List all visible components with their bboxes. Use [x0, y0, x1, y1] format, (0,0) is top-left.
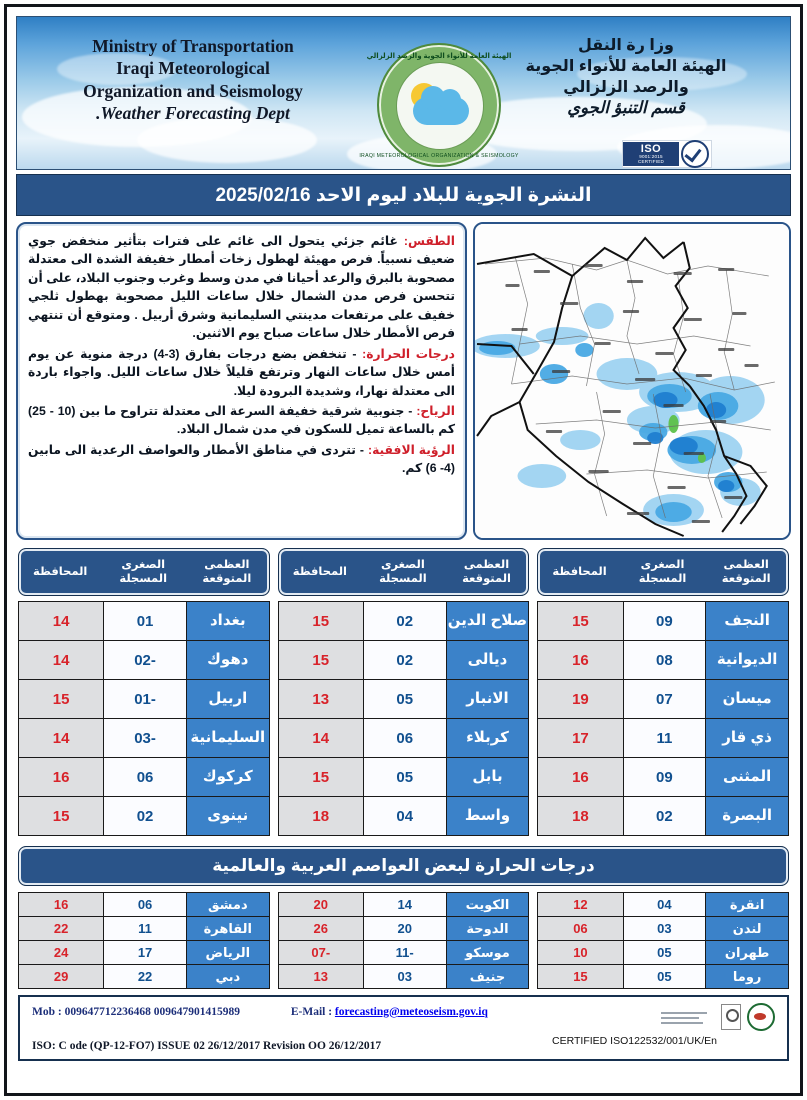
min-temp: 09 [623, 602, 706, 641]
governorate-name: كربلاء [446, 719, 529, 758]
max-temp: 12 [538, 893, 623, 917]
iso-name: ISO [640, 142, 662, 155]
max-temp: 14 [19, 641, 104, 680]
header-max: العظمى المتوقعة [462, 558, 511, 585]
capitals-table [278, 892, 530, 989]
table-row [19, 758, 270, 797]
capital-name: طهران [706, 941, 789, 965]
min-temp: 04 [623, 893, 706, 917]
max-temp: 06 [538, 917, 623, 941]
email-link[interactable]: forecasting@meteoseism.gov.iq [334, 1006, 488, 1018]
table-row [19, 719, 270, 758]
governorate-block-3 [537, 548, 789, 836]
precipitation-map [473, 222, 791, 540]
capitals-block-3 [537, 892, 789, 989]
header-ar-line-3: والرصد الزلزالي [563, 79, 689, 97]
governorate-block-1 [18, 548, 270, 836]
max-temp: 29 [19, 965, 104, 989]
capital-name: انقرة [706, 893, 789, 917]
governorate-name: صلاح الدين [446, 602, 529, 641]
table-row [278, 941, 529, 965]
governorate-name: نينوى [186, 797, 269, 836]
min-temp: 04 [363, 797, 446, 836]
min-temp: 11 [623, 719, 706, 758]
min-temp: -11 [363, 941, 446, 965]
capital-name: الدوحة [446, 917, 529, 941]
min-temp: 14 [363, 893, 446, 917]
governorate-block-2 [278, 548, 530, 836]
min-temp: 11 [104, 917, 187, 941]
iso-standard: 9001:2015 [639, 153, 663, 159]
min-temp: 02 [623, 797, 706, 836]
max-temp: 16 [538, 758, 623, 797]
table-row [278, 680, 529, 719]
wind-paragraph [28, 402, 455, 439]
table-row [19, 893, 270, 917]
max-temp: 18 [278, 797, 363, 836]
table-row [278, 965, 529, 989]
capitals-section-title-bar [18, 846, 789, 886]
min-temp: 03 [623, 917, 706, 941]
min-temp: 05 [363, 680, 446, 719]
min-temp: 06 [104, 893, 187, 917]
temperature-paragraph [28, 345, 455, 400]
governorate-name: الانبار [446, 680, 529, 719]
capital-name: موسكو [446, 941, 529, 965]
table-row [19, 917, 270, 941]
max-temp: 18 [538, 797, 623, 836]
min-temp: 06 [363, 719, 446, 758]
table-row [278, 602, 529, 641]
max-temp: -07 [278, 941, 363, 965]
governorate-name: دهوك [186, 641, 269, 680]
governorate-name: السليمانية [186, 719, 269, 758]
capital-name: دبي [186, 965, 269, 989]
max-temp: 13 [278, 965, 363, 989]
table-row [19, 602, 270, 641]
capitals-section-title: درجات الحرارة لبعض العواصم العربية والعالمية [212, 856, 595, 875]
governorate-name: البصرة [706, 797, 789, 836]
governorate-name: المثنى [706, 758, 789, 797]
temperature-text: - تنخفض بضع درجات بفارق (3-4) درجة منوية عن يوم أمس خلال ساعات النهار وترتفع قليلاً خلال ساعات الليل. واجواء باردة الى معتدلة نهارا، وشديدة البرودة ليلا. [28, 346, 455, 398]
min-temp: 08 [623, 641, 706, 680]
max-temp: 16 [538, 641, 623, 680]
table-row [538, 602, 789, 641]
governorate-name: بغداد [186, 602, 269, 641]
footer-iso-line: ISO: C ode (QP-12-FO7) ISSUE 02 26/12/2017 Revision OO 26/12/2017 [32, 1040, 382, 1052]
map-graphic [475, 224, 789, 538]
capital-name: الرياض [186, 941, 269, 965]
logo-seal [359, 43, 519, 167]
capital-name: جنيف [446, 965, 529, 989]
table-row [19, 797, 270, 836]
governorate-name: ذي قار [706, 719, 789, 758]
header-ar-line-2: الهيئة العامة للأنواء الجوية [525, 58, 727, 76]
cloud-icon [413, 97, 469, 125]
max-temp: 17 [538, 719, 623, 758]
table-row [278, 758, 529, 797]
visibility-label: الرؤية الافقية: [367, 442, 455, 457]
wind-label: الرياح: [416, 403, 455, 418]
max-temp: 15 [278, 758, 363, 797]
capitals-block-1 [18, 892, 270, 989]
mobile-numbers: Mob : 009647712236468 009647901415989 [32, 1006, 240, 1018]
table-row [538, 941, 789, 965]
table-row [538, 893, 789, 917]
governorate-name: اربيل [186, 680, 269, 719]
max-temp: 15 [19, 680, 104, 719]
forecast-text-panel [16, 222, 467, 540]
wind-text: - جنوبية شرقية خفيفة السرعة الى معتدلة تتراوح ما بين (10 - 25) كم بالساعة تميل للسكون في مدن شمال البلاد. [28, 403, 455, 437]
header-ar-line-1: وزا رة النقل [577, 37, 674, 54]
temperature-table [278, 601, 530, 836]
table-row [538, 917, 789, 941]
max-temp: 13 [278, 680, 363, 719]
logo-ring-english: IRAQI METEOROLOGICAL ORGANIZATION & SEISMOLOGY [359, 153, 519, 159]
governorate-name: كركوك [186, 758, 269, 797]
iso-badge-text [623, 142, 679, 166]
logo-ring-arabic: الهيئة العامة للأنواء الجوية والرصد الزلزالي [366, 53, 512, 60]
capitals-tables [18, 892, 789, 989]
max-temp: 14 [19, 602, 104, 641]
capitals-table [537, 892, 789, 989]
min-temp: 22 [104, 965, 187, 989]
governorate-name: بابل [446, 758, 529, 797]
table-row [278, 641, 529, 680]
max-temp: 16 [19, 758, 104, 797]
header-en-line-1: Ministry of Transportation [92, 36, 294, 56]
logo-emblem [396, 62, 484, 150]
table-row [278, 917, 529, 941]
temperature-label: درجات الحرارة: [362, 346, 455, 361]
page-footer [18, 995, 789, 1061]
min-temp: 17 [104, 941, 187, 965]
min-temp: 20 [363, 917, 446, 941]
max-temp: 26 [278, 917, 363, 941]
page-header [16, 16, 791, 170]
min-temp: 09 [623, 758, 706, 797]
table-row [538, 758, 789, 797]
quality-mark-icon [721, 1004, 741, 1030]
governorate-name: ديالى [446, 641, 529, 680]
capital-name: روما [706, 965, 789, 989]
max-temp: 24 [19, 941, 104, 965]
email-label: E-Mail : [290, 1006, 335, 1018]
header-en-line-2: Iraqi Meteorological [116, 58, 270, 79]
weather-label: الطقس: [403, 234, 455, 248]
accreditation-mark-icon [657, 1007, 715, 1027]
min-temp: -02 [104, 641, 187, 680]
temperature-table [537, 601, 789, 836]
min-temp: 07 [623, 680, 706, 719]
max-temp: 22 [19, 917, 104, 941]
table-row [538, 797, 789, 836]
capital-name: دمشق [186, 893, 269, 917]
max-temp: 15 [538, 965, 623, 989]
max-temp: 15 [538, 602, 623, 641]
table-header [278, 548, 530, 596]
min-temp: 01 [104, 602, 187, 641]
min-temp: 02 [104, 797, 187, 836]
capital-name: القاهرة [186, 917, 269, 941]
weather-paragraph [28, 232, 455, 343]
header-en-line-4: Weather Forecasting Dept. [96, 103, 290, 124]
visibility-paragraph [28, 441, 455, 478]
header-governorate: المحافظة [292, 565, 348, 578]
checkmark-icon [681, 140, 709, 168]
iso-certification-badge [622, 140, 712, 168]
bulletin-title-bar [16, 174, 791, 216]
header-governorate: المحافظة [33, 565, 88, 578]
min-temp: 03 [363, 965, 446, 989]
header-max: العظمى المتوقعة [721, 558, 771, 585]
table-row [278, 797, 529, 836]
header-governorate: المحافظة [552, 565, 607, 578]
table-row [278, 893, 529, 917]
max-temp: 10 [538, 941, 623, 965]
table-row [19, 941, 270, 965]
max-temp: 15 [278, 641, 363, 680]
table-row [538, 719, 789, 758]
table-row [19, 965, 270, 989]
max-temp: 14 [19, 719, 104, 758]
header-en-line-3: Organization and Seismology [83, 80, 303, 101]
footer-contact-line [32, 1006, 488, 1018]
visibility-text: - تتردى في مناطق الأمطار والعواصف الرعدية الى مابين (4- 6) كم. [28, 442, 455, 476]
max-temp: 16 [19, 893, 104, 917]
governorate-name: واسط [446, 797, 529, 836]
header-min: الصغرى المسجلة [638, 558, 687, 585]
iso-status: CERTIFIED [638, 158, 664, 164]
header-min: الصغرى المسجلة [119, 558, 168, 585]
max-temp: 15 [19, 797, 104, 836]
min-temp: 05 [623, 965, 706, 989]
header-min: الصغرى المسجلة [379, 558, 427, 585]
table-row [19, 680, 270, 719]
weather-text: غائم جزئي يتحول الى غائم على فترات بتأثير منخفض جوي ضعيف نسبياً. فرص مهيئة لهطول زخات أمطار خفيفة الشدة الى معتدلة مصحوبة بالبرق والرعد أحيانا في مدن وسط وغرب وجنوب البلاد، على أن تتحسن فرص مدن الشمال خلال ساعات الليل مصحوبة بهطول ثلجي خفيف على مرتفعات مدينتي السليمانية وشرق أربيل . ومتوقع أن تنتهي فرص الأمطار خلال ساعات صباح يوم الاثنين. [28, 234, 455, 341]
governorate-name: الديوانية [706, 641, 789, 680]
min-temp: 05 [623, 941, 706, 965]
table-row [538, 641, 789, 680]
min-temp: 02 [363, 602, 446, 641]
header-ar-line-4: قسم التنبؤ الجوي [567, 99, 685, 118]
min-temp: -01 [104, 680, 187, 719]
table-header [537, 548, 789, 596]
table-header [18, 548, 270, 596]
forecast-content-row [16, 222, 791, 540]
min-temp: 05 [363, 758, 446, 797]
footer-certified-text: CERTIFIED ISO122532/001/UK/En [552, 1035, 717, 1047]
capitals-table [18, 892, 270, 989]
certification-seal-icon [747, 1003, 775, 1031]
bulletin-title: النشرة الجوية للبلاد ليوم الاحد 2025/02/16 [215, 184, 592, 206]
min-temp: 06 [104, 758, 187, 797]
max-temp: 19 [538, 680, 623, 719]
max-temp: 20 [278, 893, 363, 917]
capital-name: لندن [706, 917, 789, 941]
table-row [538, 680, 789, 719]
header-english-title [43, 35, 343, 125]
max-temp: 15 [278, 602, 363, 641]
header-arabic-title [486, 35, 766, 120]
capitals-block-2 [278, 892, 530, 989]
footer-logos [657, 1003, 775, 1031]
governorate-name: النجف [706, 602, 789, 641]
governorate-tables [18, 548, 789, 836]
table-row [19, 641, 270, 680]
temperature-table [18, 601, 270, 836]
min-temp: -03 [104, 719, 187, 758]
header-max: العظمى المتوقعة [202, 558, 252, 585]
max-temp: 14 [278, 719, 363, 758]
min-temp: 02 [363, 641, 446, 680]
table-row [278, 719, 529, 758]
capital-name: الكويت [446, 893, 529, 917]
table-row [538, 965, 789, 989]
governorate-name: ميسان [706, 680, 789, 719]
